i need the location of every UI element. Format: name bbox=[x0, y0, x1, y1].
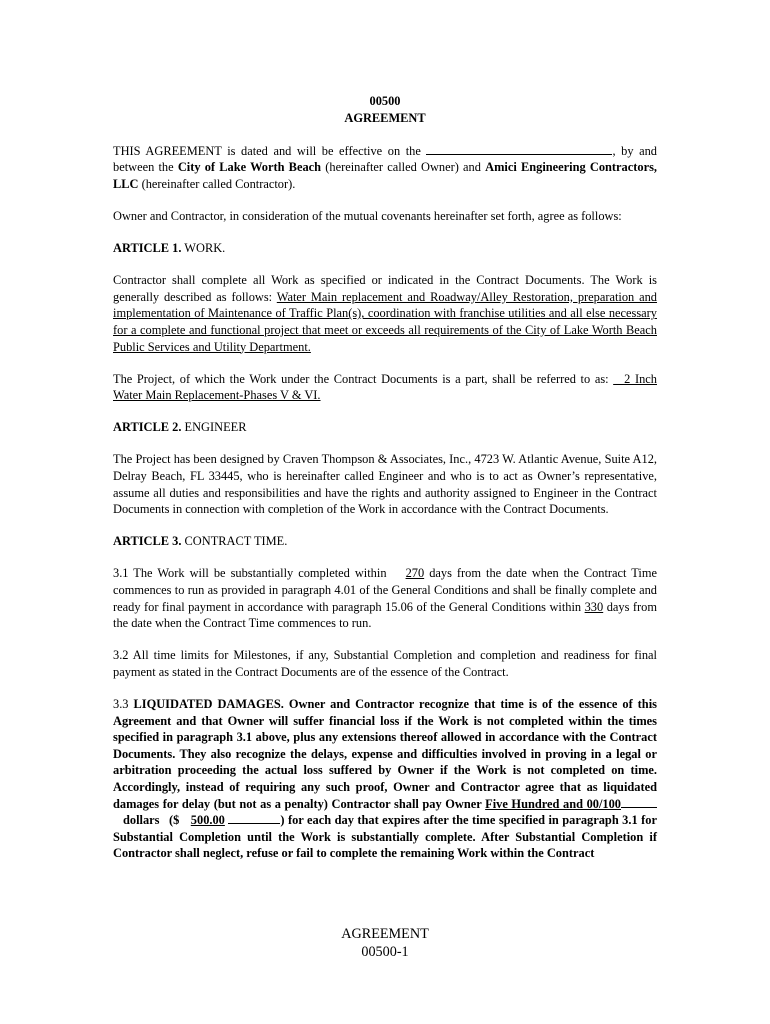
dollar-paren: ($ bbox=[168, 813, 180, 828]
owner-name: City of Lake Worth Beach bbox=[177, 160, 322, 175]
project-name: _ 2 Inch Water Main Replacement-Phases V & VI. bbox=[113, 371, 657, 403]
intro-paragraph bbox=[113, 142, 657, 193]
paragraph-3-1 bbox=[113, 565, 657, 631]
project-intro: The Project, of which the Work under the Contract Documents is a part, shall be referred to as: bbox=[113, 371, 609, 386]
intro-text-4: (hereinafter called Contractor). bbox=[141, 176, 296, 191]
page-footer bbox=[0, 925, 770, 961]
damages-amount-words: Five Hundred and 00/100 bbox=[485, 796, 621, 811]
article-3-title: CONTRACT TIME. bbox=[184, 534, 288, 549]
document-title: AGREEMENT bbox=[344, 110, 426, 125]
document-body bbox=[113, 93, 657, 862]
substantial-completion-days: 270 bbox=[405, 566, 425, 581]
intro-text-1: THIS AGREEMENT is dated and will be effective on the bbox=[113, 143, 421, 158]
article-2-label: ARTICLE 2. bbox=[113, 420, 182, 435]
dollars-label: dollars bbox=[123, 813, 160, 828]
p31-text-c: days from the date when the Contract Time commences to run. bbox=[113, 599, 657, 631]
project-name-paragraph bbox=[113, 371, 657, 404]
section-number: 00500 bbox=[369, 94, 401, 108]
page-number: 00500-1 bbox=[361, 944, 409, 960]
p31-text-b: days from the date when the Contract Time commences to run as provided in paragraph 4.01 of the General Conditions and shall be finally complete and ready for final payment in accordance with paragraph 15.06 of the General Conditions within bbox=[113, 566, 658, 614]
p31-text-a: 3.1 The Work will be substantially completed within bbox=[113, 566, 387, 581]
contractor-name: Amici Engineering Contractors, LLC bbox=[113, 160, 657, 191]
article-1-title: WORK. bbox=[184, 241, 226, 256]
p33-text-b: ) for each day that expires after the time specified in paragraph 3.1 for Substantial Completion until the Work is substantially complete. After Substantial Completion if Contractor shall neglect, refuse or fail to complete the remaining Work within the Contract bbox=[113, 813, 657, 861]
intro-text-2: , by and between the bbox=[113, 143, 657, 175]
engineer-paragraph: The Project has been designed by Craven Thompson & Associates, Inc., 4723 W. Atlantic Avenue, Suite A12, Delray Beach, FL 33445, who is hereinafter called Engineer and who is to act as Owner’s representative, assume all duties and responsibilities and have the rights and authority assigned to Engineer in the Contract Documents in connection with completion of the Work in accordance with the Contract Documents. bbox=[113, 452, 657, 517]
effective-date-blank bbox=[426, 142, 612, 155]
liquidated-damages-heading: LIQUIDATED DAMAGES. bbox=[133, 696, 284, 711]
paragraph-3-2: 3.2 All time limits for Milestones, if any, Substantial Completion and completion and readiness for final payment as stated in the Contract Documents are of the essence of the Contract. bbox=[113, 648, 657, 679]
article-3-heading bbox=[113, 533, 657, 550]
paragraph-3-3 bbox=[113, 696, 657, 862]
final-completion-days: 330 bbox=[584, 599, 604, 614]
article-1-label: ARTICLE 1. bbox=[113, 241, 182, 256]
article-2-title: ENGINEER bbox=[184, 420, 247, 435]
consideration-paragraph: Owner and Contractor, in consideration of the mutual covenants hereinafter set forth, agree as follows: bbox=[113, 208, 622, 223]
article-3-label: ARTICLE 3. bbox=[113, 534, 182, 549]
footer-title: AGREEMENT bbox=[341, 926, 429, 942]
damages-amount: 500.00 bbox=[190, 813, 225, 828]
article-2-heading bbox=[113, 419, 657, 436]
work-scope: Water Main replacement and Roadway/Alley Restoration, preparation and implementation of Maintenance of Traffic Plan(s), coordination with franchise utilities and all else necessary for a complete and functional project that meet or exceeds all requirements of the City of Lake Worth Beach Public Services and Utility Department. bbox=[113, 289, 658, 354]
p33-number: 3.3 bbox=[113, 696, 129, 711]
work-intro: Contractor shall complete all Work as specified or indicated in the Contract Documents. The Work is generally described as follows: bbox=[113, 273, 657, 304]
intro-text-3: (hereinafter called Owner) and bbox=[325, 160, 481, 175]
article-1-heading bbox=[113, 240, 657, 257]
work-description bbox=[113, 272, 657, 355]
p33-text-a: Owner and Contractor recognize that time is of the essence of this Agreement and that Owner will suffer financial loss if the Work is not completed within the times specified in paragraph 3.1 above, plus any extensions thereof allowed in accordance with the Contract Documents. They also recognize the delays, expense and difficulties involved in proving in a legal or arbitration proceeding the actual loss suffered by Owner if the Work is not completed on time. Accordingly, instead of requiring any such proof, Owner and Contractor agree that as liquidated damages for delay (but not as a penalty) Contractor shall pay Owner bbox=[113, 696, 657, 811]
